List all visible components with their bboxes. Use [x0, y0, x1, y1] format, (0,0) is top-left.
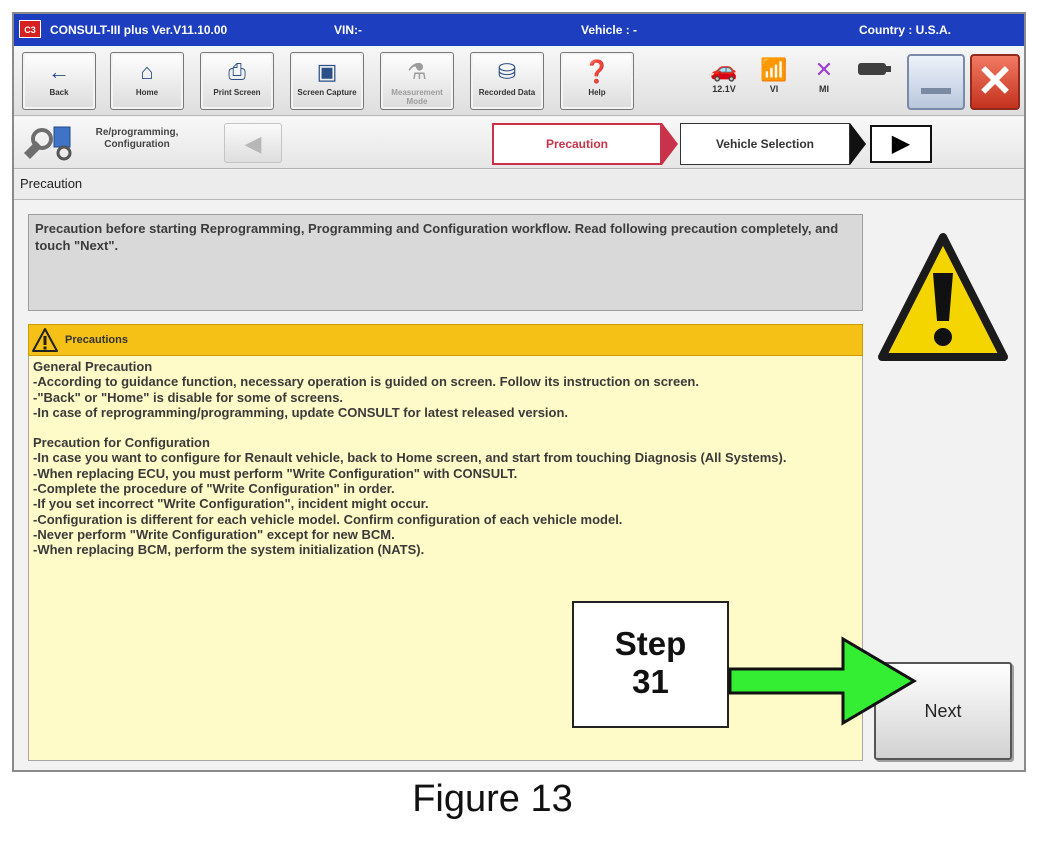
app-name: CONSULT-III plus Ver.V11.10.00 — [50, 23, 228, 37]
precaution-line: -When replacing BCM, perform the system initialization (NATS). — [33, 542, 425, 558]
instruction-text: Precaution before starting Reprogramming, Programming and Configuration workflow. Read following precaution completely, and touch "Next". — [28, 214, 863, 311]
vehicle-label: Vehicle : - — [581, 23, 638, 37]
help-button[interactable]: ❓ Help — [560, 52, 634, 110]
green-arrow-icon — [728, 636, 918, 726]
precaution-line: -Configuration is different for each vehicle model. Confirm configuration of each vehicle model. — [33, 511, 623, 527]
print-screen-button[interactable]: ⎙ Print Screen — [200, 52, 274, 110]
vin-label: VIN:- — [334, 23, 362, 37]
home-icon: ⌂ — [140, 59, 154, 84]
step-annotation — [572, 601, 729, 728]
battery-status: 🚗 12.1V — [702, 56, 746, 94]
breadcrumb-arrow-icon — [850, 123, 866, 165]
camera-icon: ▣ — [316, 59, 338, 84]
config-precaution-heading: Precaution for Configuration — [33, 435, 210, 451]
precautions-title: Precautions — [65, 334, 128, 346]
minimize-icon — [921, 88, 951, 94]
precaution-line: -In case of reprogramming/programming, update CONSULT for latest released version. — [33, 404, 569, 420]
back-button[interactable]: ← Back — [22, 52, 96, 110]
precaution-line: -According to guidance function, necessary operation is guided on screen. Follow its instruction on screen. — [33, 374, 699, 390]
next-button[interactable]: Next — [874, 662, 1012, 760]
precautions-header — [28, 324, 863, 356]
triangle-left-icon: ◀ — [244, 131, 262, 156]
precaution-line: -Complete the procedure of "Write Configuration" in order. — [33, 481, 395, 497]
reprogramming-icon — [20, 125, 76, 161]
recorded-data-icon: ⛁ — [497, 59, 517, 84]
signal-icon: 📶 — [760, 57, 788, 82]
figure-caption: Figure 13 — [412, 778, 573, 820]
breadcrumb-precaution: Precaution — [492, 123, 662, 165]
nav-back-button[interactable] — [224, 123, 282, 163]
vi-status: 📶 VI — [752, 56, 796, 94]
screen-capture-button[interactable]: ▣ Screen Capture — [290, 52, 364, 110]
minimize-button[interactable] — [907, 54, 965, 110]
step-word: Step — [614, 625, 687, 662]
printer-icon: ⎙ — [228, 59, 246, 84]
car-battery-icon: 🚗 — [710, 57, 738, 82]
connector-status — [852, 56, 896, 84]
general-precaution-heading: General Precaution — [33, 359, 153, 374]
precaution-line: -When replacing ECU, you must perform "Write Configuration" with CONSULT. — [33, 465, 518, 481]
triangle-right-icon: ▶ — [891, 130, 911, 157]
precaution-line: -If you set incorrect "Write Configuration", incident might occur. — [33, 496, 429, 512]
mi-disconnected-icon: ✕ — [814, 57, 834, 82]
home-button[interactable]: ⌂ Home — [110, 52, 184, 110]
close-button[interactable] — [970, 54, 1020, 110]
mi-status: ✕ MI — [802, 56, 846, 94]
step-number: 31 — [632, 663, 669, 700]
back-arrow-icon: ← — [48, 59, 70, 84]
navigation-bar — [14, 117, 1024, 169]
precaution-line: -Never perform "Write Configuration" except for new BCM. — [33, 526, 395, 542]
warning-icon — [31, 327, 59, 353]
precaution-line: -"Back" or "Home" is disable for some of screens. — [33, 389, 344, 405]
precaution-line: -In case you want to configure for Renault vehicle, back to Home screen, and start from touching Diagnosis (All Systems). — [33, 450, 787, 466]
large-warning-icon — [876, 229, 1010, 369]
breadcrumb-vehicle-selection: Vehicle Selection — [680, 123, 850, 165]
connector-icon — [852, 56, 896, 84]
consult-logo-icon: C3 — [19, 20, 41, 38]
section-label: Re/programming, Configuration — [95, 127, 179, 150]
page-title: Precaution — [14, 170, 1024, 200]
toolbar — [14, 46, 1024, 116]
close-icon: ✕ — [976, 57, 1014, 106]
recorded-data-button[interactable]: ⛁ Recorded Data — [470, 52, 544, 110]
help-icon: ❓ — [583, 59, 611, 84]
measurement-mode-button[interactable]: ⚗ Measurement Mode — [380, 52, 454, 110]
breadcrumb-arrow-icon — [662, 123, 678, 165]
title-bar — [14, 14, 1024, 46]
nav-forward-button[interactable] — [870, 125, 932, 163]
country-label: Country : U.S.A. — [859, 23, 951, 37]
measurement-icon: ⚗ — [407, 59, 427, 84]
